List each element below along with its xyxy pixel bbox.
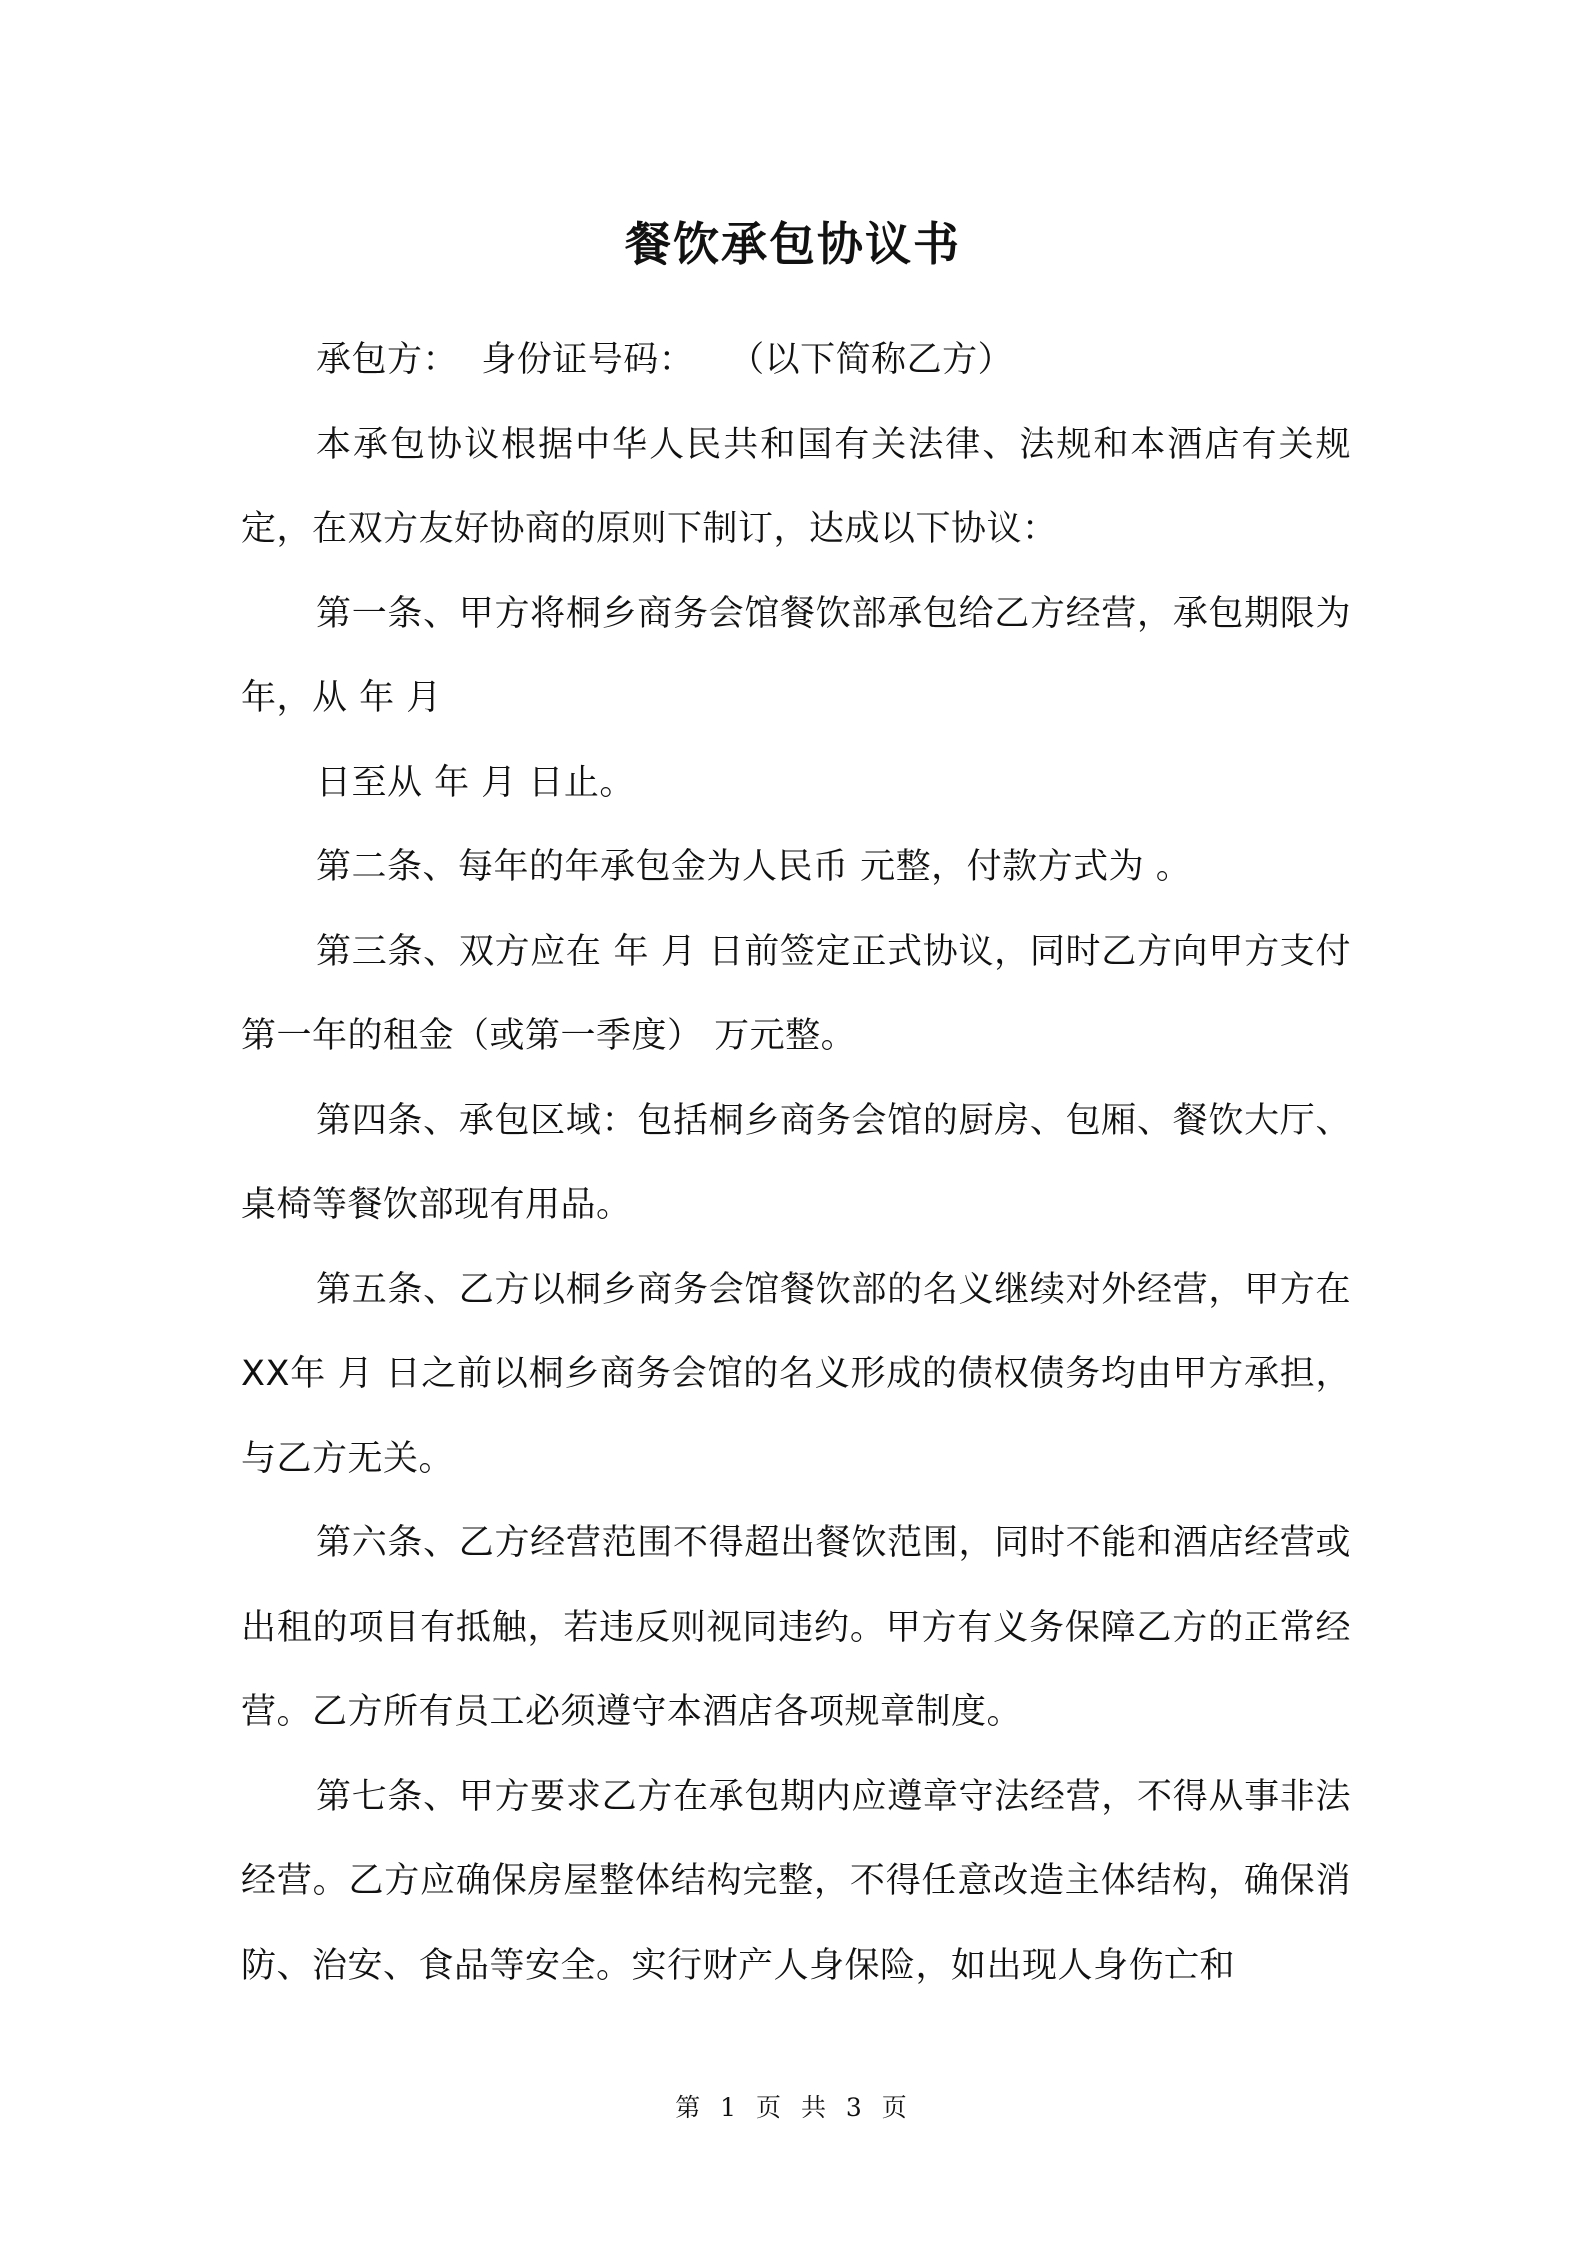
- paragraph-article-3: 第三条、双方应在 年 月 日前签定正式协议，同时乙方向甲方支付第一年的租金（或第一季度） 万元整。: [241, 931, 1351, 1056]
- paragraph-article-5: 第五条、乙方以桐乡商务会馆餐饮部的名义继续对外经营，甲方在XX年 月 日之前以桐乡商务会馆的名义形成的债权债务均由甲方承担，与乙方无关。: [241, 1269, 1351, 1479]
- paragraph-article-1: 第一条、甲方将桐乡商务会馆餐饮部承包给乙方经营，承包期限为 年，从 年 月: [241, 593, 1351, 718]
- paragraph-contractor: 承包方： 身份证号码： （以下简称乙方）: [316, 340, 1014, 380]
- paragraph-article-2: 第二条、每年的年承包金为人民币 元整，付款方式为 。: [316, 847, 1192, 887]
- page-title: 餐饮承包协议书: [625, 217, 961, 271]
- paragraph-article-6: 第六条、乙方经营范围不得超出餐饮范围，同时不能和酒店经营或出租的项目有抵触，若违反则视同违约。甲方有义务保障乙方的正常经营。乙方所有员工必须遵守本酒店各项规章制度。: [241, 1523, 1351, 1732]
- paragraph-article-4: 第四条、承包区域：包括桐乡商务会馆的厨房、包厢、餐饮大厅、桌椅等餐饮部现有用品。: [241, 1100, 1351, 1225]
- paragraph-article-7: 第七条、甲方要求乙方在承包期内应遵章守法经营，不得从事非法经营。乙方应确保房屋整体结构完整，不得任意改造主体结构，确保消防、治安、食品等安全。实行财产人身保险，如出现人身伤亡和: [241, 1776, 1351, 1986]
- paragraph-preamble: 本承包协议根据中华人民共和国有关法律、法规和本酒店有关规定，在双方友好协商的原则下制订，达成以下协议：: [241, 424, 1351, 549]
- document-body: [241, 318, 1351, 2008]
- paragraph-article-1-continued: 日至从 年 月 日止。: [316, 762, 635, 803]
- page-footer: 第 1 页 共 3 页: [675, 2093, 911, 2122]
